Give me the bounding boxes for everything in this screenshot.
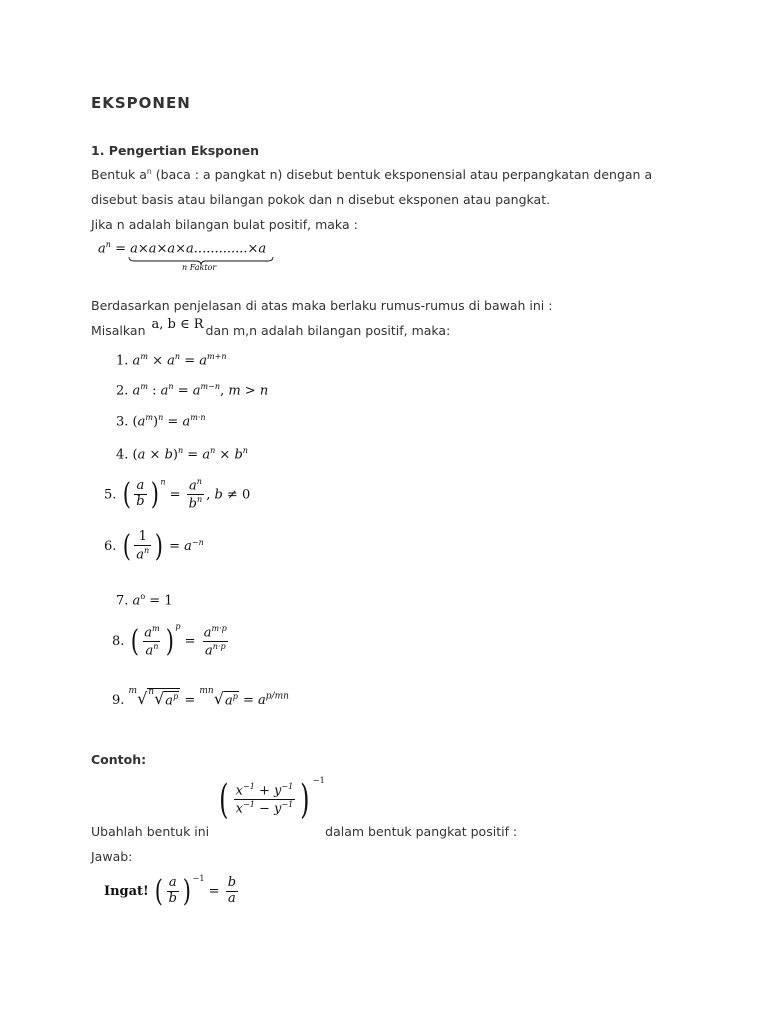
rule-9: 9. $^m√^n√a^p = ^{mn}√a^p = a^{p/mn}$: [112, 686, 289, 708]
example-text: Ubahlah bentuk ini dalam bentuk pangkat positif :: [91, 824, 518, 839]
rule-7: 7. $a^o = 1$: [116, 592, 173, 609]
definition-formula: $a^n = a\times a\times a\times a.............\times a$: [98, 240, 267, 257]
rule-4: 4. $(a \times b)^n = a^n \times b^n$: [116, 446, 248, 463]
rule-6: 6. ( $\frac{1}{a^n}$ ) = $a^{-n}$: [104, 528, 204, 564]
answer-label: Jawab:: [91, 849, 133, 864]
brace-label: n Faktor: [182, 263, 217, 272]
paragraph-line-5: Misalkan a, b ∈ R dan m,n adalah bilangan positif, maka:: [91, 317, 451, 338]
paragraph-line-3: Jika n adalah bilangan bulat positif, maka :: [91, 217, 358, 232]
rule-2: 2. $a^m$ : $a^n = a^{m-n}$, m > n: [116, 382, 269, 399]
rule-3: 3. $(a^m)^n = a^{m\cdot n}$: [116, 413, 206, 430]
paragraph-line-4: Berdasarkan penjelasan di atas maka berlaku rumus-rumus di bawah ini :: [91, 298, 553, 313]
paragraph-line-1: Bentuk $a^n$ (baca : a pangkat n) disebut bentuk eksponensial atau perpangkatan dengan a: [91, 167, 653, 183]
page-title: EKSPONEN: [91, 94, 191, 112]
example-expression: ( $\frac{x^{-1} + y^{-1}}{x^{-1} - y^{-1}}$ ) $^{-1}$: [219, 776, 325, 823]
section-heading: 1. Pengertian Eksponen: [91, 143, 259, 158]
reminder-formula: Ingat! ( $\frac{a}{b}$ ) $^{-1}$ = $\frac{b}{a}$: [104, 873, 237, 909]
rule-5: 5. ( $\frac{a}{b}$ ) $^n$ = $\frac{a^n}{b^n}$ , b ≠ 0: [104, 476, 251, 512]
paragraph-line-2: disebut basis atau bilangan pokok dan n disebut eksponen atau pangkat.: [91, 192, 551, 207]
rule-8: 8. ( $\frac{a^m}{a^n}$ ) $^p$ = $\frac{a^{m\cdot p}}{a^{n\cdot p}}$: [112, 622, 227, 659]
example-heading: Contoh:: [91, 752, 147, 767]
rule-1: 1. $a^m \times a^n = a^{m+n}$: [116, 352, 227, 369]
